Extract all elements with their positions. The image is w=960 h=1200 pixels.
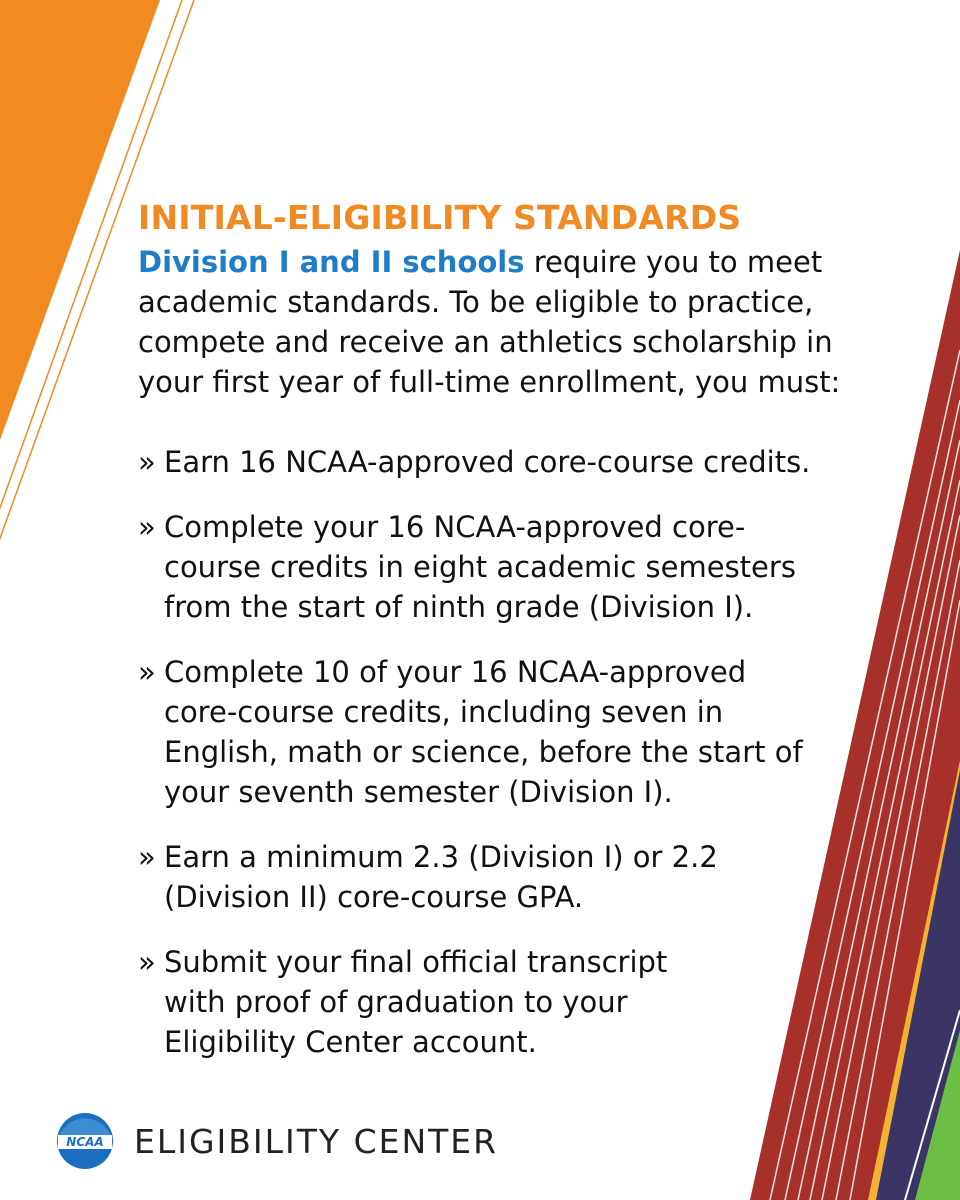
intro-lead: Division I and II schools (138, 244, 525, 279)
headline: INITIAL-ELIGIBILITY STANDARDS (138, 198, 742, 237)
list-bullet: » (138, 444, 156, 479)
list-item-text: Earn 16 NCAA-approved core-course credits. (164, 444, 811, 479)
main-content (138, 198, 898, 1087)
list-bullet: » (138, 839, 156, 874)
list-bullet: » (138, 944, 156, 979)
list-bullet: » (138, 509, 156, 544)
logo-text: NCAA (66, 1135, 104, 1149)
list-item (138, 507, 824, 627)
orange-stripe (0, 0, 160, 440)
requirements-list (138, 442, 898, 1062)
list-item (138, 442, 898, 482)
list-item-text: Complete your 16 NCAA-approved core-course credits in eight academic semesters from the start of ninth grade (Division I). (164, 509, 796, 624)
list-bullet: » (138, 654, 156, 689)
intro-paragraph (138, 242, 898, 402)
ncaa-logo-icon (56, 1112, 114, 1170)
list-item (138, 942, 724, 1062)
brand-name: ELIGIBILITY CENTER (134, 1121, 499, 1161)
intro-text: require you to meet academic standards. To be eligible to practice, compete and receive an athletics scholarship in your first year of full-time enrollment, you must: (138, 244, 841, 399)
list-item (138, 652, 804, 812)
list-item-text: Submit your final official transcript with proof of graduation to your Eligibility Center account. (164, 944, 668, 1059)
list-item-text: Earn a minimum 2.3 (Division I) or 2.2 (Division II) core-course GPA. (164, 839, 718, 914)
list-item-text: Complete 10 of your 16 NCAA-approved core-course credits, including seven in English, math or science, before the start of your seventh semester (Division I). (164, 654, 803, 809)
footer-brand (56, 1112, 498, 1170)
list-item (138, 837, 724, 917)
